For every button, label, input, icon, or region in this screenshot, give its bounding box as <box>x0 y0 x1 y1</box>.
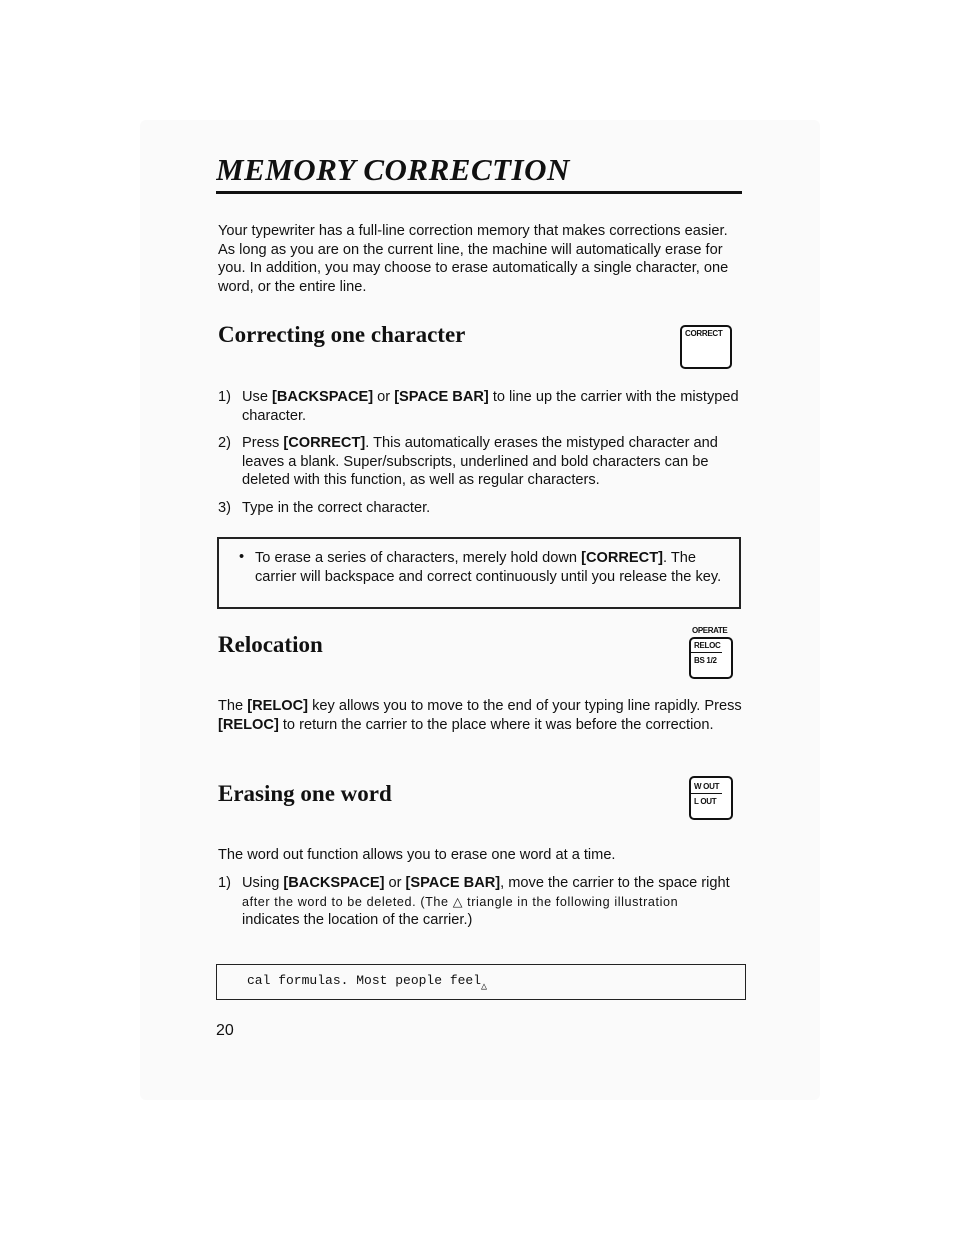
step-text: to line up the carrier with the mistyped character. <box>242 389 739 424</box>
operate-label: OPERATE <box>692 626 728 635</box>
list-item <box>218 434 742 490</box>
word-out-key-icon <box>689 776 733 820</box>
step-number: 2) <box>218 435 231 451</box>
key-name: [RELOC] <box>218 716 279 733</box>
step-text: Type in the correct character. <box>242 499 431 516</box>
step-number: 1) <box>218 389 231 405</box>
key-name: [CORRECT] <box>283 435 366 451</box>
typed-sample: cal formulas. Most people feel <box>247 973 482 988</box>
page-number: 20 <box>216 1022 234 1039</box>
para-text: key allows you to move to the end of your typing line rapidly. Press <box>308 698 742 714</box>
step-line: after the word to be deleted. (The △ triangle in the following illustration <box>242 894 679 909</box>
para-text: to return the carrier to the place where it was before the correction. <box>278 716 714 733</box>
key-name: [SPACE BAR] <box>405 875 501 891</box>
step-line: indicates the location of the carrier.) <box>242 912 473 928</box>
carrier-triangle-icon: △ <box>481 982 488 993</box>
relocation-paragraph <box>218 697 742 734</box>
heading-erasing-one-word: Erasing one word <box>218 781 392 806</box>
step-text: Use <box>242 389 273 405</box>
key-name: [BACKSPACE] <box>283 875 385 891</box>
correct-steps-list <box>218 388 742 517</box>
title-underline <box>216 191 742 194</box>
step-text: , move the carrier to the space right <box>500 875 730 891</box>
correct-key-label: CORRECT <box>685 329 723 338</box>
heading-relocation: Relocation <box>218 632 323 657</box>
tip-text <box>239 549 725 586</box>
typed-sample-text <box>247 973 488 993</box>
word-out-step <box>218 874 742 930</box>
page-title: MEMORY CORRECTION <box>216 153 570 187</box>
line-out-key-label: L OUT <box>694 797 717 806</box>
word-out-key-label: W OUT <box>691 778 722 794</box>
step-text: or <box>373 389 395 405</box>
bs-key-label: BS 1/2 <box>694 656 717 665</box>
step-text: Press <box>242 435 284 451</box>
para-text: The <box>218 698 248 714</box>
word-out-paragraph: The word out function allows you to erase one word at a time. <box>218 847 616 863</box>
step-body <box>218 874 742 930</box>
bullet: • <box>239 549 245 565</box>
key-name: [SPACE BAR] <box>394 389 489 405</box>
tip-text-part: To erase a series of characters, merely hold down <box>255 550 582 566</box>
list-item <box>218 388 742 425</box>
step-number: 1) <box>218 875 231 891</box>
key-name: [RELOC] <box>247 698 309 714</box>
list-item <box>218 499 742 518</box>
reloc-key-label: RELOC <box>691 639 722 653</box>
correct-key-icon <box>680 325 732 369</box>
step-line <box>242 874 742 893</box>
tip-box <box>217 537 741 609</box>
tip-text-part: . The carrier will backspace and correct continuously until you release the key. <box>255 550 722 585</box>
key-name: [BACKSPACE] <box>272 389 374 405</box>
heading-correcting-one-character: Correcting one character <box>218 322 466 347</box>
intro-paragraph: Your typewriter has a full-line correction memory that makes corrections easier. As long as you are on the current line, the machine will automatically erase for you. In addition, you may choose to erase automatically a single character, one word, or the entire line. <box>218 223 729 295</box>
typed-line-illustration <box>216 964 746 1000</box>
step-text: or <box>384 875 406 891</box>
step-text: Using <box>242 875 284 891</box>
key-name: [CORRECT] <box>581 550 663 566</box>
reloc-key-icon <box>689 637 733 679</box>
step-number: 3) <box>218 499 231 516</box>
step-text: . This automatically erases the mistyped character and leaves a blank. Super/subscripts, underlined and bold characters can be deleted with this function, as well as regular characters. <box>242 435 718 488</box>
